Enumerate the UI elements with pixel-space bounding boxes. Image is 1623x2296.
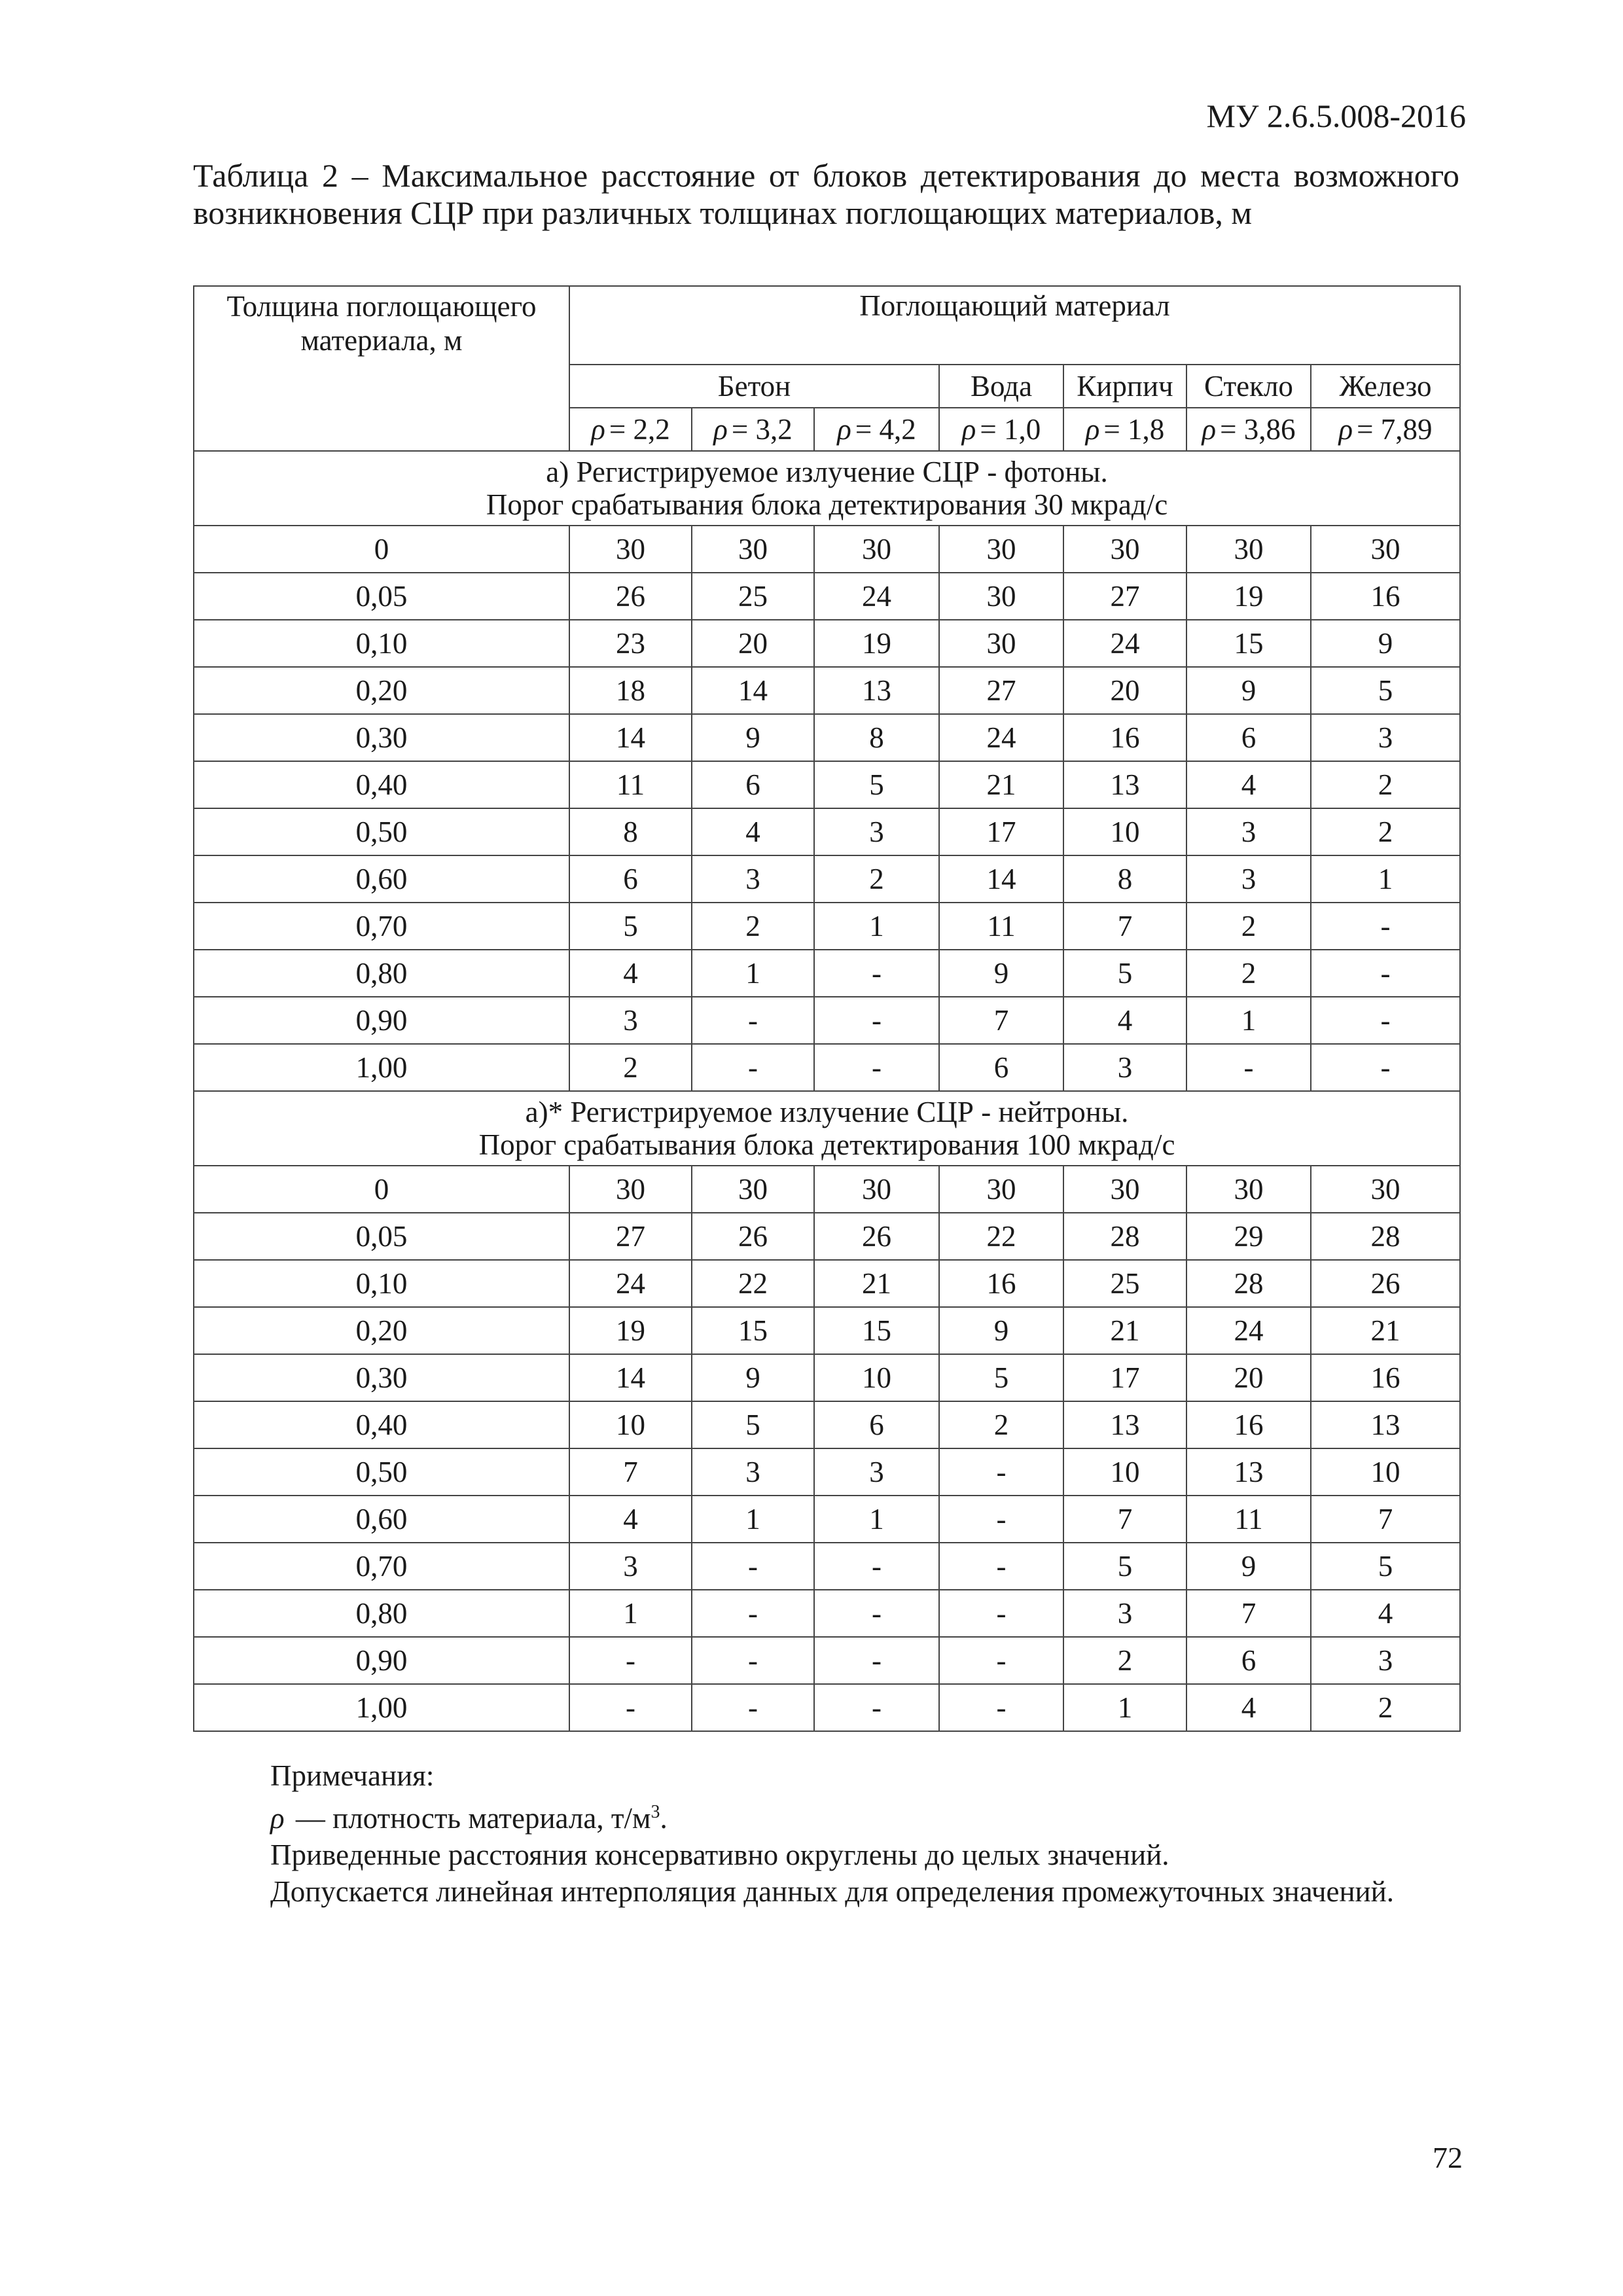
distance-cell: 15 bbox=[814, 1307, 939, 1354]
distance-cell: - bbox=[569, 1637, 692, 1684]
thickness-cell: 0,20 bbox=[194, 667, 569, 714]
distance-cell: 16 bbox=[1186, 1401, 1311, 1448]
distance-cell: 4 bbox=[569, 950, 692, 997]
material-header-glass: Стекло bbox=[1186, 365, 1311, 408]
notes-heading: Примечания: bbox=[270, 1759, 435, 1792]
distance-cell: 15 bbox=[1186, 620, 1311, 667]
distance-cell: 28 bbox=[1186, 1260, 1311, 1307]
table-row bbox=[194, 1307, 1460, 1354]
distance-cell: 5 bbox=[1063, 1543, 1186, 1590]
distance-cell: 25 bbox=[1063, 1260, 1186, 1307]
distance-cell: 26 bbox=[814, 1213, 939, 1260]
distance-cell: 6 bbox=[1186, 714, 1311, 761]
section-title-line: а)* Регистрируемое излучение СЦР - нейтроны. bbox=[525, 1096, 1129, 1128]
thickness-cell: 0,10 bbox=[194, 620, 569, 667]
distance-cell: 3 bbox=[814, 1448, 939, 1496]
distance-cell: - bbox=[814, 1637, 939, 1684]
distance-cell: 11 bbox=[1186, 1496, 1311, 1543]
distance-cell: - bbox=[814, 1543, 939, 1590]
distance-cell: - bbox=[939, 1448, 1063, 1496]
table-row bbox=[194, 1496, 1460, 1543]
distance-cell: 1 bbox=[692, 950, 814, 997]
thickness-column-header: Толщина поглощающего материала, м bbox=[194, 286, 569, 451]
table-row bbox=[194, 1044, 1460, 1091]
distance-cell: 4 bbox=[569, 1496, 692, 1543]
thickness-cell: 1,00 bbox=[194, 1044, 569, 1091]
density-cell bbox=[1063, 408, 1186, 451]
distance-table bbox=[193, 285, 1461, 1732]
distance-cell: 30 bbox=[1186, 1166, 1311, 1213]
distance-cell: 21 bbox=[1311, 1307, 1460, 1354]
distance-cell: - bbox=[1311, 903, 1460, 950]
distance-cell: 24 bbox=[1063, 620, 1186, 667]
distance-cell: 30 bbox=[569, 526, 692, 573]
distance-cell: - bbox=[569, 1684, 692, 1731]
distance-cell: 28 bbox=[1063, 1213, 1186, 1260]
distance-cell: 20 bbox=[692, 620, 814, 667]
distance-cell: 20 bbox=[1063, 667, 1186, 714]
distance-cell: 27 bbox=[1063, 573, 1186, 620]
distance-cell: 30 bbox=[1063, 526, 1186, 573]
distance-cell: 3 bbox=[569, 1543, 692, 1590]
distance-cell: 14 bbox=[692, 667, 814, 714]
distance-cell: 3 bbox=[1186, 808, 1311, 855]
section-title bbox=[194, 1091, 1460, 1166]
distance-cell: 17 bbox=[1063, 1354, 1186, 1401]
density-cell bbox=[1186, 408, 1311, 451]
distance-cell: 10 bbox=[1063, 1448, 1186, 1496]
distance-cell: - bbox=[939, 1496, 1063, 1543]
distance-cell: 2 bbox=[1311, 1684, 1460, 1731]
distance-cell: 21 bbox=[1063, 1307, 1186, 1354]
distance-cell: - bbox=[1186, 1044, 1311, 1091]
table-row bbox=[194, 1213, 1460, 1260]
table-row bbox=[194, 1401, 1460, 1448]
distance-cell: 30 bbox=[1063, 1166, 1186, 1213]
distance-cell: 2 bbox=[1311, 808, 1460, 855]
thickness-cell: 0,70 bbox=[194, 903, 569, 950]
distance-cell: 9 bbox=[1186, 1543, 1311, 1590]
distance-cell: 4 bbox=[1063, 997, 1186, 1044]
note-interpolation: Допускается линейная интерполяция данных для определения промежуточных значений. bbox=[270, 1875, 1394, 1908]
distance-cell: 30 bbox=[939, 573, 1063, 620]
distance-cell: 30 bbox=[939, 1166, 1063, 1213]
distance-cell: 7 bbox=[1063, 1496, 1186, 1543]
distance-cell: 29 bbox=[1186, 1213, 1311, 1260]
distance-cell: 24 bbox=[814, 573, 939, 620]
distance-cell: 19 bbox=[569, 1307, 692, 1354]
distance-cell: - bbox=[1311, 997, 1460, 1044]
table-row bbox=[194, 950, 1460, 997]
distance-cell: - bbox=[1311, 950, 1460, 997]
distance-cell: 8 bbox=[569, 808, 692, 855]
distance-cell: 26 bbox=[1311, 1260, 1460, 1307]
thickness-cell: 0,80 bbox=[194, 1590, 569, 1637]
density-value: = 1,8 bbox=[1103, 413, 1165, 446]
distance-cell: - bbox=[939, 1637, 1063, 1684]
table-row bbox=[194, 903, 1460, 950]
distance-cell: - bbox=[692, 997, 814, 1044]
document-code: МУ 2.6.5.008-2016 bbox=[1206, 98, 1466, 134]
distance-cell: 5 bbox=[1311, 667, 1460, 714]
distance-cell: 3 bbox=[1186, 855, 1311, 903]
distance-cell: - bbox=[939, 1684, 1063, 1731]
distance-cell: 14 bbox=[569, 714, 692, 761]
distance-cell: 19 bbox=[814, 620, 939, 667]
distance-cell: - bbox=[692, 1044, 814, 1091]
rho-symbol: ρ bbox=[1085, 413, 1100, 446]
thickness-cell: 0,60 bbox=[194, 1496, 569, 1543]
distance-cell: 13 bbox=[814, 667, 939, 714]
distance-cell: 16 bbox=[1311, 1354, 1460, 1401]
thickness-cell: 0,05 bbox=[194, 1213, 569, 1260]
density-value: = 3,86 bbox=[1220, 413, 1296, 446]
distance-cell: 7 bbox=[939, 997, 1063, 1044]
density-cell bbox=[1311, 408, 1460, 451]
distance-cell: - bbox=[814, 1044, 939, 1091]
distance-cell: 25 bbox=[692, 573, 814, 620]
absorbing-material-header: Поглощающий материал bbox=[569, 286, 1460, 365]
rho-symbol: ρ bbox=[270, 1802, 285, 1835]
section-title bbox=[194, 451, 1460, 526]
section-title-line: а) Регистрируемое излучение СЦР - фотоны. bbox=[546, 456, 1108, 488]
distance-cell: - bbox=[1311, 1044, 1460, 1091]
table-row bbox=[194, 1684, 1460, 1731]
table-row bbox=[194, 714, 1460, 761]
thickness-cell: 0,50 bbox=[194, 1448, 569, 1496]
distance-cell: 3 bbox=[814, 808, 939, 855]
section-title-line: Порог срабатывания блока детектирования 100 мкрад/с bbox=[478, 1128, 1175, 1161]
thickness-cell: 0 bbox=[194, 526, 569, 573]
distance-cell: 2 bbox=[1311, 761, 1460, 808]
distance-cell: - bbox=[814, 950, 939, 997]
distance-cell: 2 bbox=[939, 1401, 1063, 1448]
thickness-cell: 0,90 bbox=[194, 997, 569, 1044]
distance-cell: - bbox=[692, 1590, 814, 1637]
distance-cell: 16 bbox=[939, 1260, 1063, 1307]
distance-cell: 5 bbox=[939, 1354, 1063, 1401]
rho-symbol: ρ bbox=[591, 413, 605, 446]
distance-cell: 1 bbox=[814, 1496, 939, 1543]
distance-cell: 5 bbox=[1311, 1543, 1460, 1590]
distance-cell: 5 bbox=[814, 761, 939, 808]
distance-cell: 30 bbox=[569, 1166, 692, 1213]
distance-cell: 5 bbox=[692, 1401, 814, 1448]
distance-cell: 24 bbox=[569, 1260, 692, 1307]
table-row bbox=[194, 1354, 1460, 1401]
distance-cell: 4 bbox=[1311, 1590, 1460, 1637]
distance-cell: 6 bbox=[939, 1044, 1063, 1091]
distance-cell: 3 bbox=[1311, 1637, 1460, 1684]
distance-cell: 15 bbox=[692, 1307, 814, 1354]
distance-cell: 14 bbox=[569, 1354, 692, 1401]
distance-cell: 2 bbox=[1063, 1637, 1186, 1684]
distance-cell: 10 bbox=[814, 1354, 939, 1401]
rho-symbol: ρ bbox=[1338, 413, 1353, 446]
distance-cell: 23 bbox=[569, 620, 692, 667]
distance-cell: 11 bbox=[569, 761, 692, 808]
thickness-cell: 0 bbox=[194, 1166, 569, 1213]
distance-cell: 7 bbox=[569, 1448, 692, 1496]
distance-cell: 9 bbox=[939, 950, 1063, 997]
thickness-cell: 0,60 bbox=[194, 855, 569, 903]
table-row bbox=[194, 808, 1460, 855]
distance-cell: - bbox=[814, 997, 939, 1044]
distance-cell: 2 bbox=[814, 855, 939, 903]
density-value: = 2,2 bbox=[609, 413, 670, 446]
distance-cell: - bbox=[939, 1590, 1063, 1637]
distance-cell: 26 bbox=[692, 1213, 814, 1260]
distance-cell: 3 bbox=[692, 855, 814, 903]
table-row bbox=[194, 667, 1460, 714]
distance-cell: 30 bbox=[939, 526, 1063, 573]
distance-cell: - bbox=[814, 1590, 939, 1637]
distance-cell: 26 bbox=[569, 573, 692, 620]
density-cell bbox=[939, 408, 1063, 451]
section-header-row bbox=[194, 1091, 1460, 1166]
distance-cell: 3 bbox=[692, 1448, 814, 1496]
rho-symbol: ρ bbox=[837, 413, 851, 446]
distance-cell: 7 bbox=[1311, 1496, 1460, 1543]
distance-cell: 5 bbox=[569, 903, 692, 950]
distance-cell: 9 bbox=[939, 1307, 1063, 1354]
distance-cell: 3 bbox=[1063, 1590, 1186, 1637]
distance-cell: 9 bbox=[1311, 620, 1460, 667]
table-row bbox=[194, 1260, 1460, 1307]
density-cell bbox=[814, 408, 939, 451]
distance-cell: 16 bbox=[1063, 714, 1186, 761]
rho-symbol: ρ bbox=[713, 413, 728, 446]
note-density bbox=[193, 1794, 1459, 1837]
thickness-cell: 1,00 bbox=[194, 1684, 569, 1731]
distance-cell: 8 bbox=[814, 714, 939, 761]
thickness-cell: 0,80 bbox=[194, 950, 569, 997]
distance-cell: 3 bbox=[1063, 1044, 1186, 1091]
distance-cell: 6 bbox=[814, 1401, 939, 1448]
distance-cell: 13 bbox=[1311, 1401, 1460, 1448]
distance-cell: 13 bbox=[1186, 1448, 1311, 1496]
distance-cell: 11 bbox=[939, 903, 1063, 950]
table-row bbox=[194, 855, 1460, 903]
distance-cell: 30 bbox=[1311, 526, 1460, 573]
distance-cell: 16 bbox=[1311, 573, 1460, 620]
table-row bbox=[194, 1590, 1460, 1637]
note-density-end: . bbox=[660, 1802, 668, 1835]
distance-cell: 3 bbox=[1311, 714, 1460, 761]
distance-cell: 2 bbox=[1186, 950, 1311, 997]
distance-cell: 10 bbox=[1311, 1448, 1460, 1496]
distance-cell: - bbox=[692, 1543, 814, 1590]
distance-cell: 6 bbox=[569, 855, 692, 903]
distance-cell: 9 bbox=[692, 714, 814, 761]
distance-cell: 1 bbox=[569, 1590, 692, 1637]
table-row bbox=[194, 526, 1460, 573]
table-row bbox=[194, 620, 1460, 667]
table-row bbox=[194, 1448, 1460, 1496]
thickness-cell: 0,40 bbox=[194, 1401, 569, 1448]
distance-cell: 1 bbox=[814, 903, 939, 950]
distance-cell: 17 bbox=[939, 808, 1063, 855]
distance-cell: 2 bbox=[692, 903, 814, 950]
distance-cell: 30 bbox=[1311, 1166, 1460, 1213]
rho-symbol: ρ bbox=[1202, 413, 1217, 446]
thickness-cell: 0,20 bbox=[194, 1307, 569, 1354]
distance-cell: 28 bbox=[1311, 1213, 1460, 1260]
distance-cell: 22 bbox=[692, 1260, 814, 1307]
material-header-iron: Железо bbox=[1311, 365, 1460, 408]
notes-block bbox=[193, 1757, 1459, 1910]
distance-cell: 24 bbox=[939, 714, 1063, 761]
distance-cell: 4 bbox=[1186, 761, 1311, 808]
thickness-cell: 0,50 bbox=[194, 808, 569, 855]
thickness-cell: 0,40 bbox=[194, 761, 569, 808]
distance-cell: 21 bbox=[814, 1260, 939, 1307]
density-value: = 4,2 bbox=[855, 413, 916, 446]
distance-cell: 30 bbox=[939, 620, 1063, 667]
density-cell bbox=[692, 408, 814, 451]
density-value: = 1,0 bbox=[980, 413, 1041, 446]
distance-cell: - bbox=[814, 1684, 939, 1731]
distance-cell: 13 bbox=[1063, 761, 1186, 808]
thickness-cell: 0,30 bbox=[194, 1354, 569, 1401]
material-header-water: Вода bbox=[939, 365, 1063, 408]
distance-cell: 21 bbox=[939, 761, 1063, 808]
distance-cell: 4 bbox=[692, 808, 814, 855]
distance-cell: 24 bbox=[1186, 1307, 1311, 1354]
note-density-superscript: 3 bbox=[651, 1802, 660, 1822]
distance-cell: 9 bbox=[1186, 667, 1311, 714]
distance-cell: 30 bbox=[692, 526, 814, 573]
material-header-concrete: Бетон bbox=[569, 365, 939, 408]
distance-cell: 30 bbox=[692, 1166, 814, 1213]
thickness-cell: 0,05 bbox=[194, 573, 569, 620]
table-row bbox=[194, 1166, 1460, 1213]
distance-cell: 1 bbox=[692, 1496, 814, 1543]
note-density-text: — плотность материала, т/м bbox=[288, 1802, 651, 1835]
note-rounding: Приведенные расстояния консервативно округлены до целых значений. bbox=[270, 1839, 1169, 1871]
table-row bbox=[194, 573, 1460, 620]
table-row bbox=[194, 1543, 1460, 1590]
distance-cell: 9 bbox=[692, 1354, 814, 1401]
page-number: 72 bbox=[1433, 2141, 1463, 2174]
distance-cell: 10 bbox=[1063, 808, 1186, 855]
distance-cell: 2 bbox=[1186, 903, 1311, 950]
distance-cell: 30 bbox=[814, 1166, 939, 1213]
distance-cell: - bbox=[939, 1543, 1063, 1590]
distance-cell: 1 bbox=[1063, 1684, 1186, 1731]
distance-cell: 1 bbox=[1311, 855, 1460, 903]
distance-cell: 7 bbox=[1063, 903, 1186, 950]
table-caption: Таблица 2 – Максимальное расстояние от блоков детектирования до места возможного возникновения СЦР при различных толщинах поглощающих материалов, м bbox=[193, 157, 1459, 231]
distance-cell: 4 bbox=[1186, 1684, 1311, 1731]
distance-cell: 18 bbox=[569, 667, 692, 714]
density-cell bbox=[569, 408, 692, 451]
section-title-line: Порог срабатывания блока детектирования 30 мкрад/с bbox=[486, 488, 1168, 521]
table-row bbox=[194, 997, 1460, 1044]
section-header-row bbox=[194, 451, 1460, 526]
distance-cell: 14 bbox=[939, 855, 1063, 903]
thickness-cell: 0,30 bbox=[194, 714, 569, 761]
distance-cell: 30 bbox=[814, 526, 939, 573]
table-row bbox=[194, 1637, 1460, 1684]
distance-cell: 19 bbox=[1186, 573, 1311, 620]
distance-cell: 1 bbox=[1186, 997, 1311, 1044]
distance-cell: 27 bbox=[569, 1213, 692, 1260]
distance-cell: 10 bbox=[569, 1401, 692, 1448]
distance-cell: 6 bbox=[692, 761, 814, 808]
rho-symbol: ρ bbox=[961, 413, 976, 446]
distance-cell: 13 bbox=[1063, 1401, 1186, 1448]
distance-cell: - bbox=[692, 1684, 814, 1731]
thickness-cell: 0,70 bbox=[194, 1543, 569, 1590]
distance-cell: 7 bbox=[1186, 1590, 1311, 1637]
distance-cell: 22 bbox=[939, 1213, 1063, 1260]
distance-cell: 6 bbox=[1186, 1637, 1311, 1684]
material-header-brick: Кирпич bbox=[1063, 365, 1186, 408]
distance-cell: 20 bbox=[1186, 1354, 1311, 1401]
table-row bbox=[194, 761, 1460, 808]
distance-cell: 5 bbox=[1063, 950, 1186, 997]
distance-cell: 8 bbox=[1063, 855, 1186, 903]
distance-cell: 30 bbox=[1186, 526, 1311, 573]
distance-cell: 2 bbox=[569, 1044, 692, 1091]
thickness-cell: 0,90 bbox=[194, 1637, 569, 1684]
thickness-cell: 0,10 bbox=[194, 1260, 569, 1307]
density-value: = 3,2 bbox=[731, 413, 793, 446]
distance-cell: 27 bbox=[939, 667, 1063, 714]
distance-cell: 3 bbox=[569, 997, 692, 1044]
density-value: = 7,89 bbox=[1357, 413, 1433, 446]
distance-cell: - bbox=[692, 1637, 814, 1684]
